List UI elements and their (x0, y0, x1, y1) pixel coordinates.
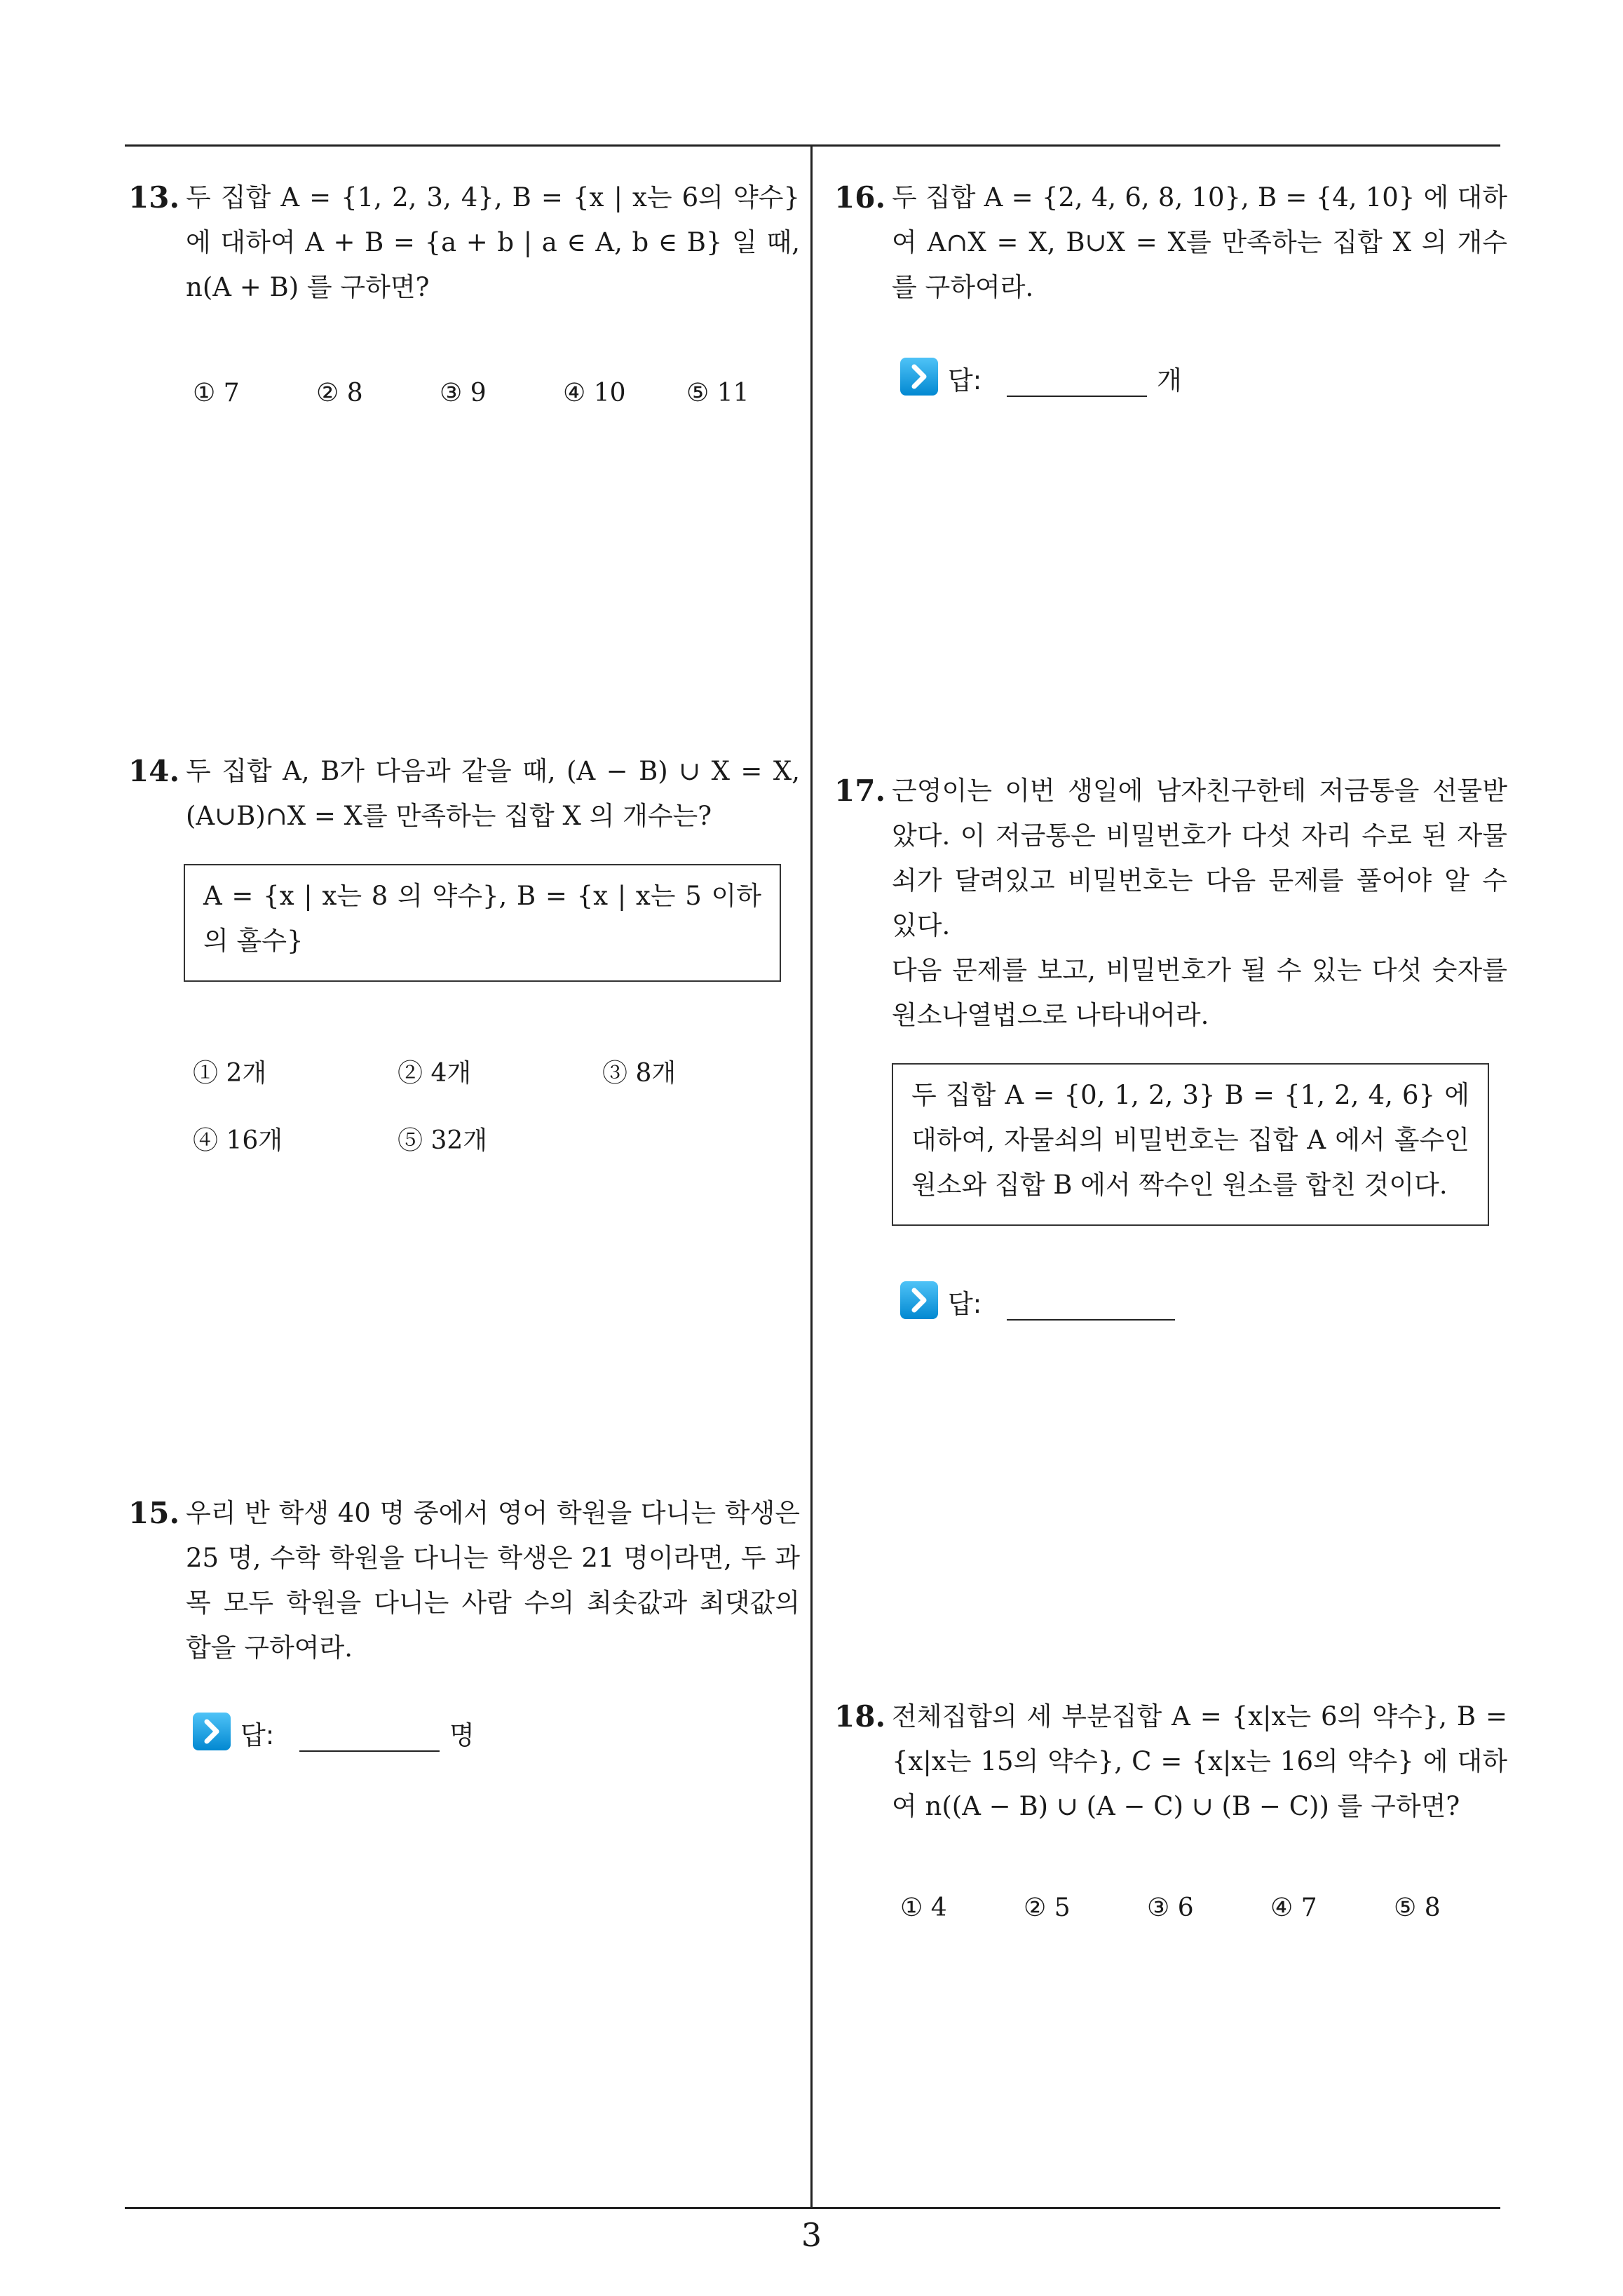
choice-4[interactable]: ④ 16개 (193, 1126, 283, 1155)
problem-number: 15. (128, 1496, 180, 1530)
problem-text: 두 집합 A = {2, 4, 6, 8, 10}, B = {4, 10} 에 대하여 A∩X = X, B∪X = X를 만족하는 집합 X 의 개수를 구하여라. (892, 182, 1507, 302)
problem-text: 두 집합 A, B가 다음과 같을 때, (A − B) ∪ X = X, (A∪B)∩X = X를 만족하는 집합 X 의 개수는? (186, 756, 800, 831)
problem-number: 17. (834, 774, 886, 808)
problem-14 (128, 749, 800, 839)
chevron-right-icon (193, 1713, 231, 1750)
page-number: 3 (801, 2216, 822, 2254)
condition-box: 두 집합 A = {0, 1, 2, 3} B = {1, 2, 4, 6} 에 대하여, 자물쇠의 비밀번호는 집합 A 에서 홀수인 원소와 집합 B 에서 짝수인 원소를 합친 것이다. (892, 1063, 1489, 1226)
answer-16 (900, 356, 1195, 398)
problem-text: 두 집합 A = {1, 2, 3, 4}, B = {x | x는 6의 약수} 에 대하여 A + B = {a + b | a ∈ A, b ∈ B} 일 때, n(A + B) 를 구하면? (186, 182, 800, 302)
problem-text: 우리 반 학생 40 명 중에서 영어 학원을 다니는 학생은 25 명, 수학 학원을 다니는 학생은 21 명이라면, 두 과목 모두 학원을 다니는 사람 수의 최솟값과 최댓값의 합을 구하여라. (186, 1498, 800, 1663)
column-divider (810, 144, 813, 2209)
condition-box: A = {x | x는 8 의 약수}, B = {x | x는 5 이하의 홀수} (184, 864, 781, 982)
choice-3[interactable]: ③ 8개 (602, 1059, 677, 1088)
problem-18 (834, 1694, 1507, 1829)
choices-13 (193, 379, 796, 414)
choice-4[interactable]: ④ 10 (563, 379, 626, 407)
answer-blank[interactable] (1007, 1319, 1175, 1321)
choice-1[interactable]: ① 7 (193, 379, 240, 407)
top-rule (125, 144, 1500, 147)
choice-2[interactable]: ② 8 (316, 379, 363, 407)
bottom-rule (125, 2207, 1500, 2209)
problem-text: 전체집합의 세 부분집합 A = {x|x는 6의 약수}, B = {x|x는 15의 약수}, C = {x|x는 16의 약수} 에 대하여 n((A − B) ∪ (A − C) ∪ (B − C)) 를 구하면? (892, 1701, 1507, 1821)
problem-number: 16. (834, 180, 886, 215)
choice-3[interactable]: ③ 9 (440, 379, 487, 407)
choices-14 (193, 1053, 796, 1155)
answer-label: 답: (948, 1289, 982, 1319)
choice-2[interactable]: ② 5 (1024, 1893, 1071, 1922)
choice-1[interactable]: ① 2개 (193, 1059, 267, 1088)
choice-1[interactable]: ① 4 (900, 1893, 947, 1922)
problem-text-2: 다음 문제를 보고, 비밀번호가 될 수 있는 다섯 숫자를 원소나열법으로 나타내어라. (892, 955, 1507, 1030)
choice-5[interactable]: ⑤ 32개 (398, 1126, 488, 1155)
choice-4[interactable]: ④ 7 (1270, 1893, 1317, 1922)
answer-label: 답: (240, 1720, 275, 1750)
answer-unit: 개 (1157, 365, 1182, 396)
answer-label: 답: (948, 365, 982, 396)
problem-text: 근영이는 이번 생일에 남자친구한테 저금통을 선물받았다. 이 저금통은 비밀번호가 다섯 자리 수로 된 자물쇠가 달려있고 비밀번호는 다음 문제를 풀어야 알 수 있다. (892, 776, 1507, 940)
choice-3[interactable]: ③ 6 (1147, 1893, 1194, 1922)
choice-5[interactable]: ⑤ 11 (686, 379, 749, 407)
problem-number: 14. (128, 754, 180, 788)
problem-17 (834, 769, 1507, 1038)
problem-15 (128, 1491, 800, 1670)
chevron-right-icon (900, 1281, 938, 1319)
answer-17 (900, 1280, 1195, 1322)
chevron-right-icon (900, 358, 938, 396)
choices-18 (900, 1893, 1503, 1929)
answer-blank[interactable] (1007, 396, 1147, 397)
problem-number: 13. (128, 180, 180, 215)
problem-13 (128, 175, 800, 310)
choice-5[interactable]: ⑤ 8 (1394, 1893, 1441, 1922)
answer-blank[interactable] (299, 1750, 440, 1752)
answer-unit: 명 (449, 1720, 475, 1750)
problem-number: 18. (834, 1699, 886, 1734)
problem-16 (834, 175, 1507, 310)
answer-15 (193, 1711, 487, 1753)
choice-2[interactable]: ② 4개 (398, 1059, 472, 1088)
